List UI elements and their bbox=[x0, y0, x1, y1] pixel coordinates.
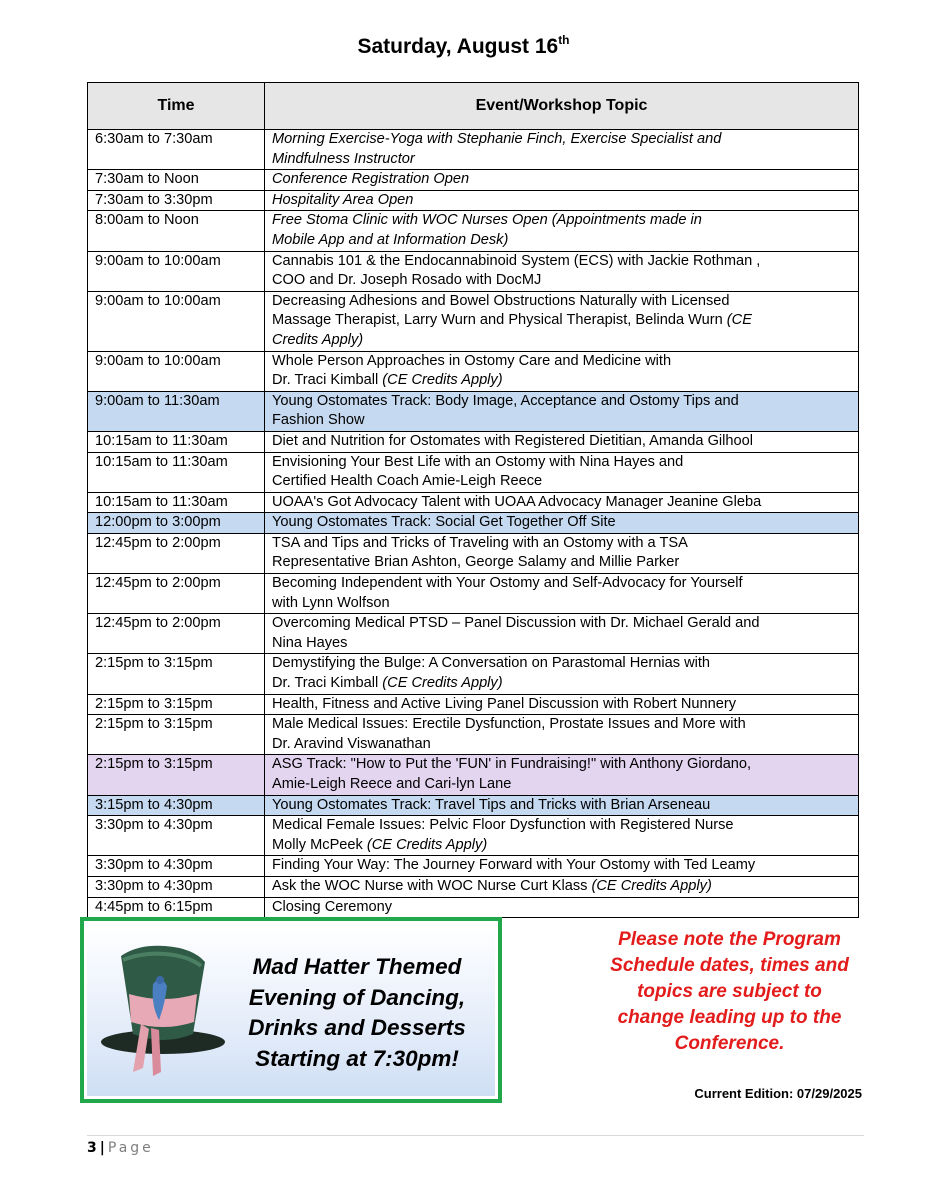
time-cell: 3:30pm to 4:30pm bbox=[88, 856, 265, 877]
time-cell: 6:30am to 7:30am bbox=[88, 130, 265, 170]
event-cell bbox=[265, 654, 859, 694]
event-cell bbox=[265, 574, 859, 614]
event-cell bbox=[265, 513, 859, 534]
notice-line: Schedule dates, times and bbox=[610, 955, 849, 976]
time-cell: 2:15pm to 3:15pm bbox=[88, 755, 265, 795]
event-cell bbox=[265, 452, 859, 492]
event-text: Dr. Aravind Viswanathan bbox=[272, 735, 431, 752]
table-row bbox=[88, 391, 859, 431]
time-cell: 7:30am to Noon bbox=[88, 170, 265, 191]
event-text: Young Ostomates Track: Social Get Together Off Site bbox=[272, 514, 616, 531]
event-text: Molly McPeek bbox=[272, 836, 363, 853]
event-text: Credits Apply) bbox=[272, 331, 364, 348]
table-row bbox=[88, 533, 859, 573]
time-cell: 7:30am to 3:30pm bbox=[88, 190, 265, 211]
time-cell: 9:00am to 10:00am bbox=[88, 251, 265, 291]
event-text: Dr. Traci Kimball bbox=[272, 675, 379, 692]
event-cell bbox=[265, 876, 859, 897]
column-header-event: Event/Workshop Topic bbox=[265, 83, 859, 130]
event-cell bbox=[265, 391, 859, 431]
event-cell bbox=[265, 533, 859, 573]
event-cell bbox=[265, 816, 859, 856]
event-cell bbox=[265, 492, 859, 513]
time-cell: 2:15pm to 3:15pm bbox=[88, 694, 265, 715]
event-cell bbox=[265, 351, 859, 391]
page-footer bbox=[87, 1140, 154, 1156]
time-cell: 3:30pm to 4:30pm bbox=[88, 816, 265, 856]
table-row bbox=[88, 694, 859, 715]
time-cell: 12:45pm to 2:00pm bbox=[88, 574, 265, 614]
table-row bbox=[88, 897, 859, 918]
event-text: (CE Credits Apply) bbox=[378, 675, 503, 692]
schedule-change-notice bbox=[577, 927, 882, 1057]
title-suffix: th bbox=[558, 33, 570, 47]
event-text: UOAA's Got Advocacy Talent with UOAA Advocacy Manager Jeanine Gleba bbox=[272, 493, 762, 510]
event-text: Conference Registration Open bbox=[272, 171, 470, 188]
event-text: Decreasing Adhesions and Bowel Obstructions Naturally with Licensed bbox=[272, 292, 730, 309]
time-cell: 2:15pm to 3:15pm bbox=[88, 654, 265, 694]
event-text: Massage Therapist, Larry Wurn and Physical Therapist, Belinda Wurn bbox=[272, 312, 723, 329]
footer-divider bbox=[87, 1135, 864, 1136]
promo-line: Mad Hatter Themed bbox=[252, 954, 462, 979]
time-cell: 10:15am to 11:30am bbox=[88, 492, 265, 513]
event-text: Whole Person Approaches in Ostomy Care and Medicine with bbox=[272, 352, 672, 369]
event-text: Mobile App and at Information Desk) bbox=[272, 231, 509, 248]
table-row bbox=[88, 574, 859, 614]
notice-line: Please note the Program bbox=[618, 929, 841, 950]
notice-line: topics are subject to bbox=[637, 981, 822, 1002]
table-row bbox=[88, 816, 859, 856]
event-text: (CE Credits Apply) bbox=[362, 836, 488, 853]
table-row bbox=[88, 513, 859, 534]
page-label: Page bbox=[107, 1140, 154, 1156]
event-cell bbox=[265, 251, 859, 291]
event-text: Ask the WOC Nurse with WOC Nurse Curt Klass bbox=[272, 877, 588, 894]
promo-line: Starting at 7:30pm! bbox=[255, 1045, 459, 1071]
time-cell: 3:15pm to 4:30pm bbox=[88, 795, 265, 816]
table-row bbox=[88, 795, 859, 816]
event-text: Diet and Nutrition for Ostomates with Registered Dietitian, Amanda Gilhool bbox=[272, 432, 754, 449]
event-cell bbox=[265, 211, 859, 251]
promo-line: Evening of Dancing, bbox=[248, 984, 466, 1010]
schedule-table bbox=[87, 82, 859, 918]
event-text: Becoming Independent with Your Ostomy and Self-Advocacy for Yourself bbox=[272, 575, 743, 592]
table-header-row bbox=[88, 83, 859, 130]
event-cell bbox=[265, 291, 859, 351]
time-cell: 9:00am to 11:30am bbox=[88, 391, 265, 431]
table-row bbox=[88, 170, 859, 191]
event-text: Finding Your Way: The Journey Forward with Your Ostomy with Ted Leamy bbox=[272, 857, 756, 874]
mad-hatter-promo-box bbox=[80, 917, 502, 1103]
event-text: Dr. Traci Kimball bbox=[272, 372, 379, 389]
page-number: 3 bbox=[87, 1140, 97, 1156]
event-text: (CE Credits Apply) bbox=[378, 372, 503, 389]
event-text: (CE Credits Apply) bbox=[587, 877, 712, 894]
event-text: Demystifying the Bulge: A Conversation on Parastomal Hernias with bbox=[272, 655, 711, 672]
notice-line: change leading up to the bbox=[617, 1007, 842, 1028]
table-row bbox=[88, 431, 859, 452]
table-row bbox=[88, 130, 859, 170]
table-row bbox=[88, 856, 859, 877]
event-cell bbox=[265, 856, 859, 877]
time-cell: 2:15pm to 3:15pm bbox=[88, 715, 265, 755]
event-cell bbox=[265, 755, 859, 795]
event-text: (CE bbox=[722, 312, 752, 329]
time-cell: 10:15am to 11:30am bbox=[88, 431, 265, 452]
time-cell: 9:00am to 10:00am bbox=[88, 351, 265, 391]
time-cell: 4:45pm to 6:15pm bbox=[88, 897, 265, 918]
event-cell bbox=[265, 190, 859, 211]
time-cell: 10:15am to 11:30am bbox=[88, 452, 265, 492]
event-text: COO and Dr. Joseph Rosado with DocMJ bbox=[272, 272, 542, 289]
table-row bbox=[88, 452, 859, 492]
table-row bbox=[88, 351, 859, 391]
table-row bbox=[88, 876, 859, 897]
event-text: Health, Fitness and Active Living Panel Discussion with Robert Nunnery bbox=[272, 695, 736, 712]
event-text: Certified Health Coach Amie-Leigh Reece bbox=[272, 473, 543, 490]
event-text: Free Stoma Clinic with WOC Nurses Open (Appointments made in bbox=[272, 212, 702, 229]
table-row bbox=[88, 492, 859, 513]
event-text: Envisioning Your Best Life with an Ostomy with Nina Hayes and bbox=[272, 453, 684, 470]
table-row bbox=[88, 755, 859, 795]
event-text: Mindfulness Instructor bbox=[272, 150, 415, 167]
promo-line: Drinks and Desserts bbox=[248, 1015, 466, 1040]
event-cell bbox=[265, 614, 859, 654]
event-cell bbox=[265, 795, 859, 816]
time-cell: 12:00pm to 3:00pm bbox=[88, 513, 265, 534]
event-cell bbox=[265, 170, 859, 191]
time-cell: 3:30pm to 4:30pm bbox=[88, 876, 265, 897]
time-cell: 12:45pm to 2:00pm bbox=[88, 614, 265, 654]
event-text: Male Medical Issues: Erectile Dysfunction, Prostate Issues and More with bbox=[272, 716, 746, 733]
notice-line: Conference. bbox=[674, 1033, 785, 1054]
table-row bbox=[88, 614, 859, 654]
time-cell: 9:00am to 10:00am bbox=[88, 291, 265, 351]
event-text: with Lynn Wolfson bbox=[272, 594, 390, 611]
mad-hatter-hat-icon bbox=[93, 934, 228, 1084]
promo-text bbox=[227, 952, 487, 1074]
event-cell bbox=[265, 130, 859, 170]
event-cell bbox=[265, 897, 859, 918]
event-text: ASG Track: "How to Put the 'FUN' in Fundraising!" with Anthony Giordano, bbox=[272, 756, 752, 773]
event-text: TSA and Tips and Tricks of Traveling with an Ostomy with a TSA bbox=[272, 534, 688, 551]
event-text: Hospitality Area Open bbox=[272, 191, 414, 208]
time-cell: 8:00am to Noon bbox=[88, 211, 265, 251]
event-text: Young Ostomates Track: Travel Tips and Tricks with Brian Arseneau bbox=[272, 796, 711, 813]
page-title: Saturday, August 16th bbox=[357, 33, 570, 58]
event-text: Fashion Show bbox=[272, 412, 365, 429]
event-text: Cannabis 101 & the Endocannabinoid System (ECS) with Jackie Rothman , bbox=[272, 252, 761, 269]
event-text: Overcoming Medical PTSD – Panel Discussion with Dr. Michael Gerald and bbox=[272, 615, 760, 632]
table-row bbox=[88, 654, 859, 694]
event-text: Morning Exercise-Yoga with Stephanie Finch, Exercise Specialist and bbox=[272, 131, 722, 147]
event-text: Young Ostomates Track: Body Image, Acceptance and Ostomy Tips and bbox=[272, 392, 739, 409]
table-row bbox=[88, 190, 859, 211]
event-text: Medical Female Issues: Pelvic Floor Dysfunction with Registered Nurse bbox=[272, 817, 734, 834]
event-text: Nina Hayes bbox=[272, 634, 348, 651]
column-header-time: Time bbox=[88, 83, 265, 130]
table-row bbox=[88, 715, 859, 755]
table-row bbox=[88, 291, 859, 351]
time-cell: 12:45pm to 2:00pm bbox=[88, 533, 265, 573]
event-text: Representative Brian Ashton, George Salamy and Millie Parker bbox=[272, 554, 680, 571]
table-row bbox=[88, 251, 859, 291]
event-text: Closing Ceremony bbox=[272, 898, 393, 915]
footer-separator: | bbox=[99, 1140, 105, 1156]
table-row bbox=[88, 211, 859, 251]
event-cell bbox=[265, 715, 859, 755]
current-edition: Current Edition: 07/29/2025 bbox=[694, 1086, 862, 1101]
event-text: Amie-Leigh Reece and Cari-lyn Lane bbox=[272, 776, 512, 792]
event-cell bbox=[265, 431, 859, 452]
event-cell bbox=[265, 694, 859, 715]
